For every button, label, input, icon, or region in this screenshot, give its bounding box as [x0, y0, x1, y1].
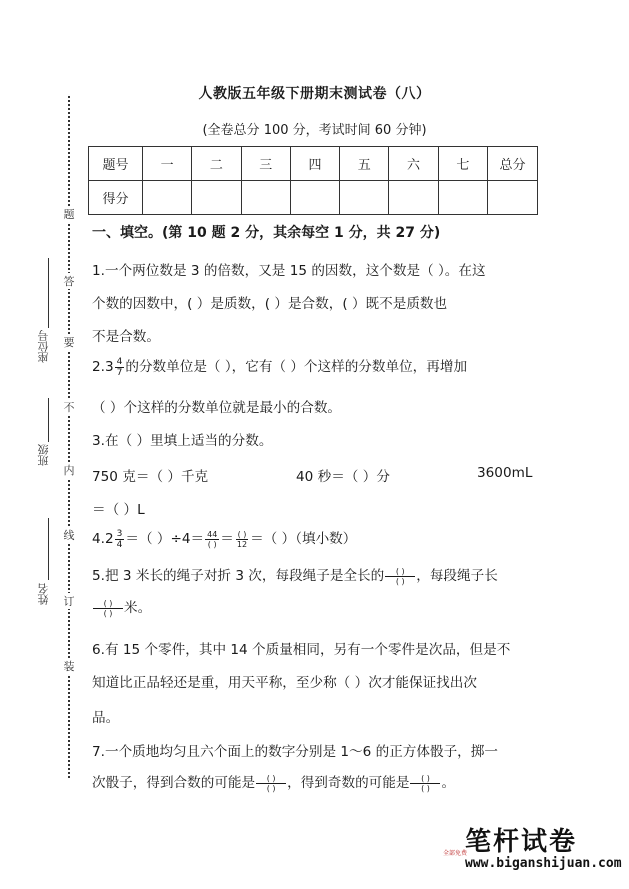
fraction-numerator: 44 — [207, 529, 218, 539]
q4-text: ＝（ ）（填小数） — [250, 531, 357, 547]
question-7-line — [92, 771, 455, 793]
score-input-cell[interactable] — [340, 181, 389, 215]
fraction-numerator: ( ) — [237, 529, 247, 539]
seal-char: 订 — [61, 593, 77, 609]
q5-text: 5.把 3 米长的绳子对折 3 次，每段绳子是全长的 — [92, 568, 385, 584]
question-1-line: 不是合数。 — [92, 329, 160, 345]
seal-char: 装 — [61, 658, 77, 674]
score-input-cell[interactable] — [389, 181, 438, 215]
score-table-cell: 二 — [192, 147, 241, 181]
question-3-line: ＝（ ）L — [92, 502, 145, 518]
seal-char: 要 — [61, 334, 77, 350]
question-2-line — [92, 355, 467, 378]
score-table-cell: 五 — [340, 147, 389, 181]
question-1-line: 个数的因数中，( ）是质数，( ）是合数，( ）既不是质数也 — [92, 296, 448, 312]
section-heading: 一、填空。(第 10 题 2 分，其余每空 1 分，共 27 分) — [92, 225, 441, 241]
question-7-line: 7.一个质地均匀且六个面上的数字分别是 1～6 的正方体骰子，掷一 — [92, 744, 498, 760]
score-input-cell[interactable] — [488, 181, 538, 215]
score-table-cell: 得分 — [89, 181, 143, 215]
fraction-denominator: ( ) — [103, 608, 113, 618]
q4-text: ＝（ ）÷4＝ — [125, 531, 205, 547]
fraction-denominator: 4 — [116, 539, 123, 550]
score-table-header-row — [89, 147, 538, 181]
class-field[interactable] — [48, 398, 49, 442]
watermark-tagline: 全部免费 — [443, 850, 468, 857]
watermark-brand: 笔杆试卷 — [465, 827, 578, 857]
blank-fraction[interactable] — [410, 774, 440, 793]
q5-text: 米。 — [124, 600, 152, 616]
q5-text: ，每段绳子长 — [416, 568, 498, 584]
blank-fraction[interactable] — [256, 774, 286, 793]
score-table-cell: 题号 — [89, 147, 143, 181]
score-table-cell: 四 — [290, 147, 339, 181]
score-table-cell: 七 — [438, 147, 487, 181]
score-input-cell[interactable] — [192, 181, 241, 215]
seal-char: 内 — [61, 462, 77, 478]
score-input-cell[interactable] — [143, 181, 192, 215]
name-label: 姓名 — [37, 583, 50, 605]
fraction-numerator: ( ) — [410, 774, 440, 784]
q4-equals: ＝ — [220, 531, 234, 547]
mixed-fraction — [115, 529, 125, 550]
score-table-cell: 六 — [389, 147, 438, 181]
fraction — [205, 530, 219, 549]
q7-text: ，得到奇数的可能是 — [287, 775, 410, 791]
question-5-line — [92, 564, 498, 586]
q2-prefix: 2.3 — [92, 359, 114, 375]
blank-fraction[interactable] — [385, 567, 415, 586]
name-field[interactable] — [48, 518, 49, 580]
score-input-cell[interactable] — [438, 181, 487, 215]
fraction-numerator: ( ) — [385, 567, 415, 577]
question-3-item: 750 克＝（ ）千克 — [92, 469, 209, 485]
score-table-cell: 一 — [143, 147, 192, 181]
question-5-line — [92, 596, 151, 618]
fraction-denominator: ( ) — [266, 783, 276, 793]
question-1-line: 1.一个两位数是 3 的倍数，又是 15 的因数，这个数是（ ）。在这 — [92, 263, 486, 279]
seal-char: 不 — [61, 399, 77, 415]
fraction-denominator: ( ) — [207, 539, 217, 549]
fraction — [235, 530, 249, 549]
question-6-line: 知道比正品轻还是重，用天平称，至少称（ ）次才能保证找出次 — [92, 675, 477, 691]
seat-number-label: 座位号 — [37, 330, 50, 363]
score-input-cell[interactable] — [241, 181, 290, 215]
mixed-fraction — [115, 357, 125, 378]
fraction-numerator: 4 — [116, 356, 123, 367]
q2-text: 的分数单位是（ ），它有（ ）个这样的分数单位，再增加 — [125, 359, 468, 375]
class-label: 班级 — [37, 444, 50, 466]
question-2-line: （ ）个这样的分数单位就是最小的合数。 — [92, 400, 342, 416]
fraction-denominator: 7 — [116, 367, 123, 378]
seal-char: 答 — [61, 273, 77, 289]
fraction-denominator: ( ) — [395, 576, 405, 586]
score-table-score-row — [89, 181, 538, 215]
score-table — [88, 146, 538, 215]
page-title: 人教版五年级下册期末测试卷（八） — [198, 86, 431, 102]
binding-dotted-line — [68, 96, 70, 778]
score-table-cell: 总分 — [488, 147, 538, 181]
question-3-item: 3600mL — [477, 465, 533, 481]
fraction-numerator: 3 — [116, 528, 123, 539]
question-3-item: 40 秒＝（ ）分 — [296, 469, 390, 485]
question-3-line: 3.在（ ）里填上适当的分数。 — [92, 433, 273, 449]
score-input-cell[interactable] — [290, 181, 339, 215]
q7-text: 。 — [441, 775, 456, 791]
page-subtitle: (全卷总分 100 分，考试时间 60 分钟) — [202, 123, 427, 138]
seal-char: 题 — [61, 206, 77, 222]
fraction-denominator: ( ) — [421, 783, 430, 793]
q7-text: 次骰子，得到合数的可能是 — [92, 775, 256, 791]
question-6-line: 6.有 15 个零件，其中 14 个质量相同，另有一个零件是次品，但是不 — [92, 642, 511, 658]
question-4-line — [92, 527, 356, 550]
score-table-cell: 三 — [241, 147, 290, 181]
watermark-url: www.biganshijuan.com — [465, 856, 622, 871]
question-6-line: 品。 — [92, 710, 120, 726]
fraction-denominator: 12 — [236, 539, 248, 549]
q4-prefix: 4.2 — [92, 531, 114, 547]
blank-fraction[interactable] — [93, 599, 123, 618]
fraction-numerator: ( ) — [93, 599, 123, 609]
seat-number-field[interactable] — [48, 258, 49, 328]
fraction-numerator: ( ) — [256, 774, 286, 784]
seal-char: 线 — [61, 527, 77, 543]
